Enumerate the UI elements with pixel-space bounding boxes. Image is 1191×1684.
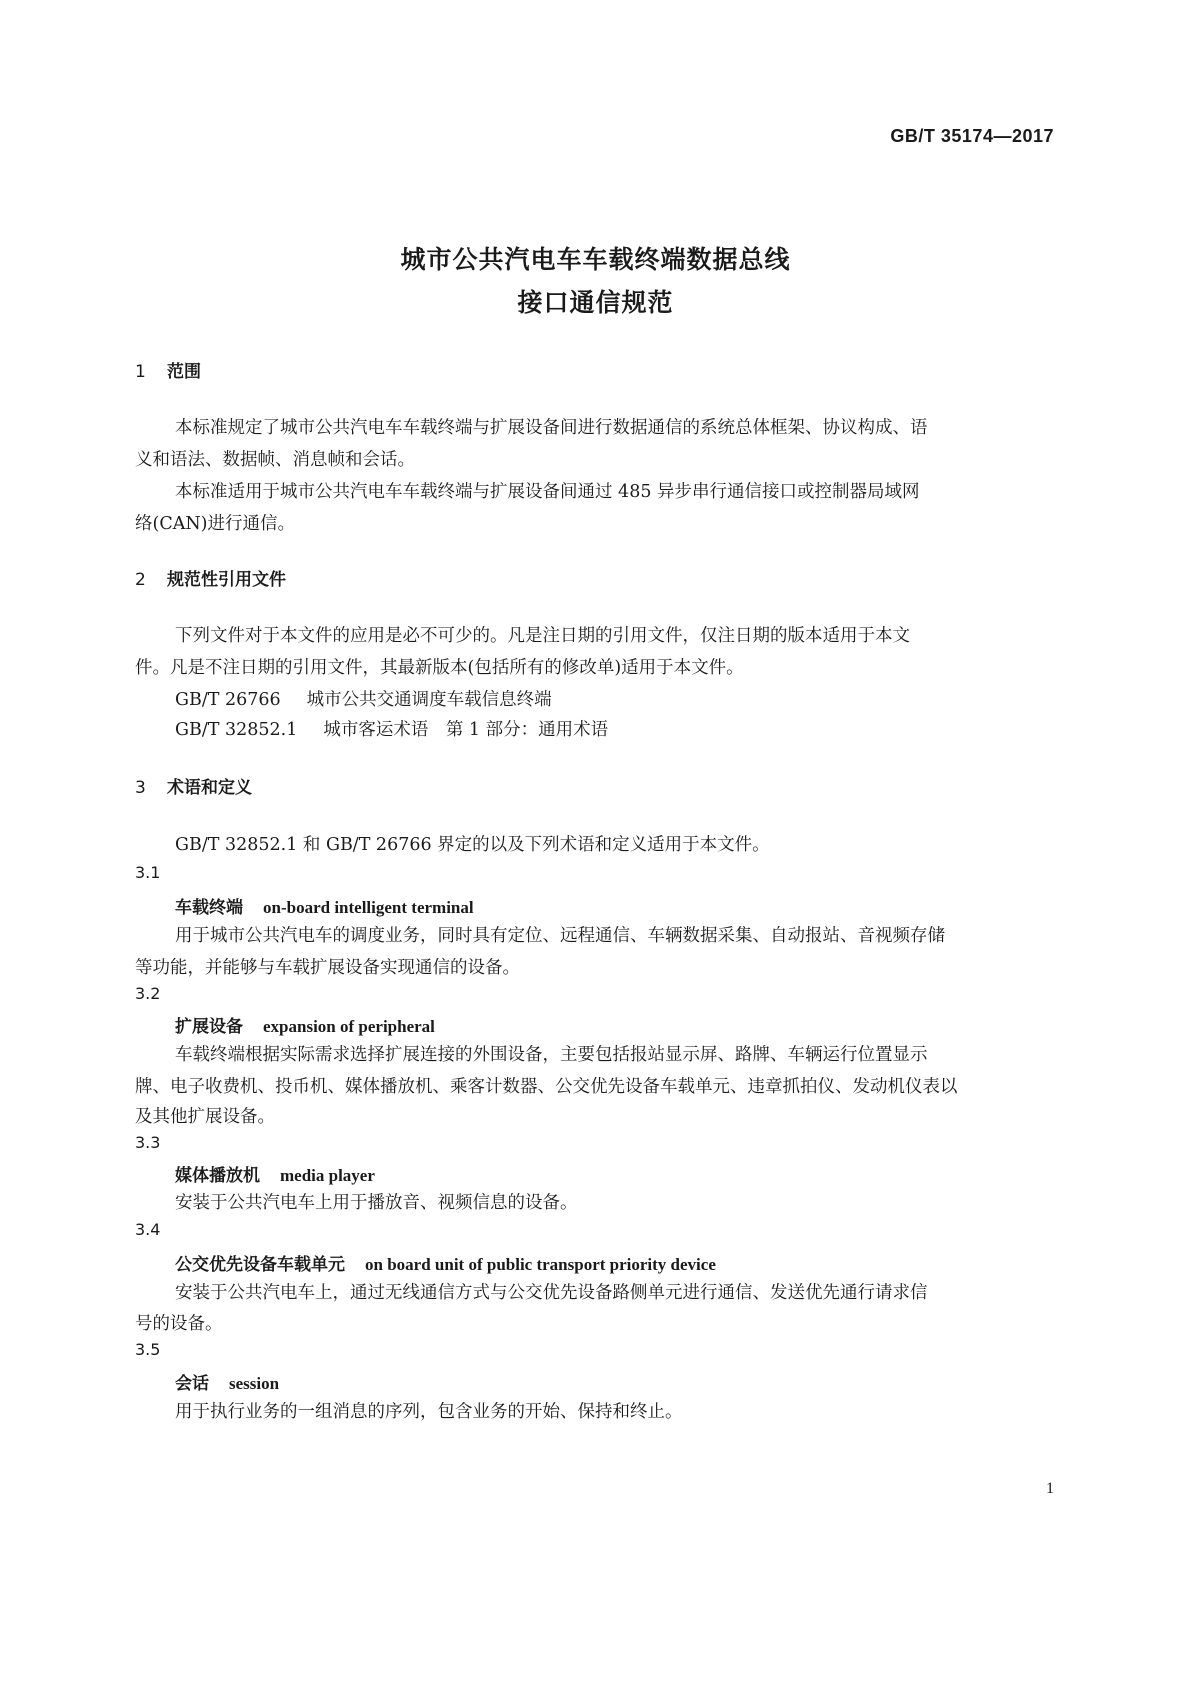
term-en: on board unit of public transport priority device	[365, 1255, 716, 1274]
term-zh: 扩展设备	[175, 1017, 243, 1037]
term-number: 3.1	[135, 863, 161, 882]
term-number: 3.5	[135, 1340, 161, 1359]
reference-item	[175, 716, 608, 741]
term-number: 3.4	[135, 1220, 161, 1239]
paragraph-line: 牌、电子收费机、投币机、媒体播放机、乘客计数器、公交优先设备车载单元、违章抓拍仪、发动机仪表以	[135, 1077, 958, 1097]
term-heading	[175, 1369, 279, 1394]
paragraph-line: 下列文件对于本文件的应用是必不可少的。凡是注日期的引用文件，仅注日期的版本适用于本文	[175, 626, 910, 646]
paragraph-line: 本标准适用于城市公共汽电车车载终端与扩展设备间通过 485 异步串行通信接口或控制器局域网	[175, 482, 920, 502]
page-number: 1	[1046, 1480, 1054, 1497]
term-en: media player	[280, 1166, 375, 1185]
term-en: on-board intelligent terminal	[263, 898, 474, 917]
paragraph-line: 车载终端根据实际需求选择扩展连接的外围设备，主要包括报站显示屏、路牌、车辆运行位置显示	[175, 1045, 928, 1065]
paragraph-line: 件。凡是不注日期的引用文件，其最新版本(包括所有的修改单)适用于本文件。	[135, 658, 744, 678]
paragraph-line: 络(CAN)进行通信。	[135, 514, 295, 534]
term-number: 3.3	[135, 1133, 161, 1152]
section-title: 规范性引用文件	[167, 570, 286, 590]
document-title-line-2: 接口通信规范	[517, 288, 674, 317]
paragraph-line: 安装于公共汽电车上，通过无线通信方式与公交优先设备路侧单元进行通信、发送优先通行请求信	[175, 1283, 928, 1303]
term-heading	[175, 1012, 435, 1037]
section-heading-3	[135, 773, 252, 798]
reference-code: GB/T 32852.1	[175, 720, 298, 740]
section-title: 范围	[167, 362, 201, 382]
paragraph-line: 安装于公共汽电车上用于播放音、视频信息的设备。	[175, 1193, 578, 1213]
reference-title: 城市公共交通调度车载信息终端	[306, 690, 552, 710]
section-number: 1	[135, 362, 146, 382]
term-heading	[175, 1250, 716, 1275]
paragraph-line: 及其他扩展设备。	[135, 1107, 275, 1127]
section-title: 术语和定义	[167, 778, 252, 798]
term-zh: 公交优先设备车载单元	[175, 1255, 345, 1275]
paragraph-line: 义和语法、数据帧、消息帧和会话。	[135, 450, 415, 470]
term-zh: 会话	[175, 1374, 209, 1394]
section-number: 2	[135, 570, 146, 590]
paragraph-line: 本标准规定了城市公共汽电车车载终端与扩展设备间进行数据通信的系统总体框架、协议构成、语	[175, 418, 928, 438]
standard-number: GB/T 35174—2017	[890, 126, 1054, 146]
section-number: 3	[135, 778, 146, 798]
paragraph-line: 等功能，并能够与车载扩展设备实现通信的设备。	[135, 958, 520, 978]
term-zh: 车载终端	[175, 898, 243, 918]
paragraph-line: 用于执行业务的一组消息的序列，包含业务的开始、保持和终止。	[175, 1402, 683, 1422]
reference-title: 城市客运术语 第 1 部分：通用术语	[323, 720, 609, 740]
paragraph-line: 号的设备。	[135, 1314, 223, 1334]
document-title-line-1: 城市公共汽电车车载终端数据总线	[400, 245, 791, 274]
section-heading-2	[135, 565, 286, 590]
term-en: session	[229, 1374, 280, 1393]
section-heading-1	[135, 357, 201, 382]
term-number: 3.2	[135, 984, 161, 1003]
term-zh: 媒体播放机	[175, 1166, 260, 1186]
reference-code: GB/T 26766	[175, 690, 281, 710]
reference-item	[175, 686, 552, 711]
paragraph-line: GB/T 32852.1 和 GB/T 26766 界定的以及下列术语和定义适用于本文件。	[175, 835, 770, 855]
term-heading	[175, 1161, 375, 1186]
term-heading	[175, 893, 474, 918]
term-en: expansion of peripheral	[263, 1017, 435, 1036]
paragraph-line: 用于城市公共汽电车的调度业务，同时具有定位、远程通信、车辆数据采集、自动报站、音视频存储	[175, 926, 945, 946]
